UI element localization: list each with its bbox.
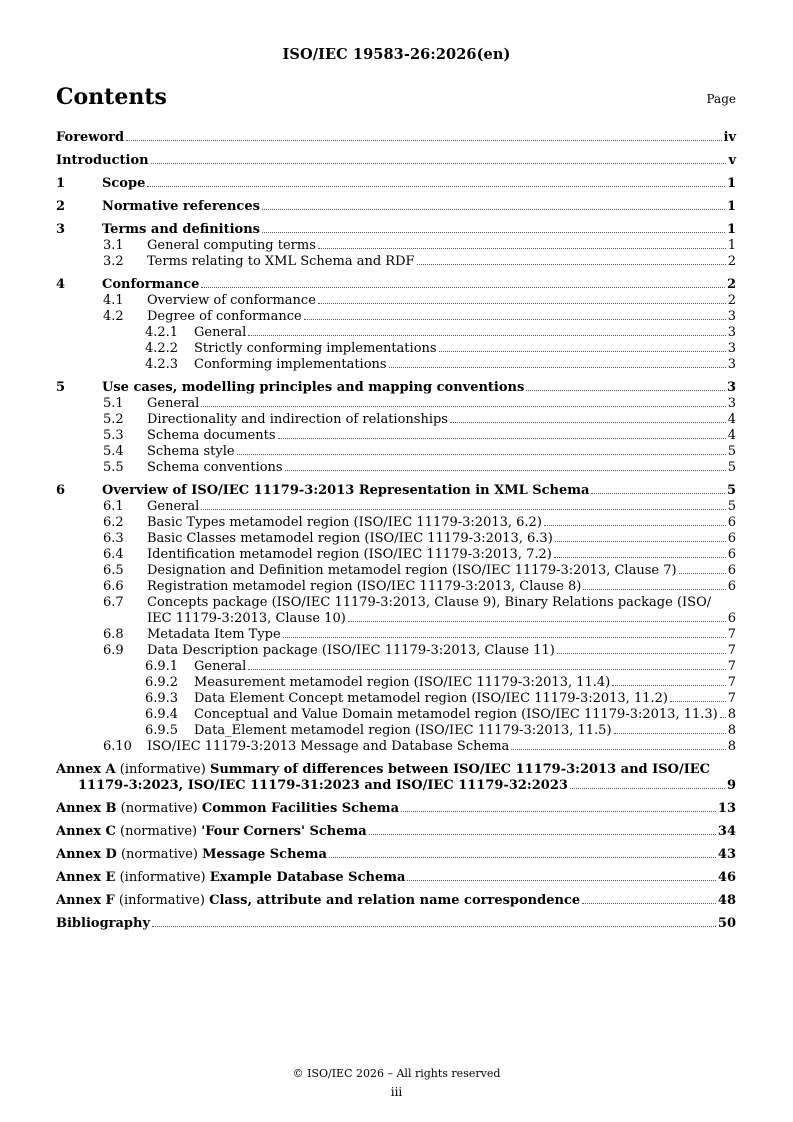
toc-entry-number: 1	[56, 176, 66, 191]
annex-kind: (informative)	[118, 893, 205, 908]
toc-entry-title-continued: IEC 11179-3:2013, Clause 10)	[147, 611, 346, 626]
toc-entry-page: 2	[727, 293, 736, 308]
toc-entry-title: Overview of conformance	[147, 293, 316, 308]
annex-title: Message Schema	[202, 847, 327, 862]
toc-entry-2[interactable]	[56, 199, 736, 215]
toc-entry-page: 6	[727, 563, 736, 578]
toc-entry-number: 6.2	[103, 515, 124, 530]
toc-entry-title: Strictly conforming implementations	[194, 341, 437, 356]
toc-entry-title: General	[147, 499, 200, 514]
toc-entry-number: 6.9	[103, 643, 124, 658]
toc-entry-title: General	[194, 659, 247, 674]
toc-entry-number: 5.4	[103, 444, 124, 459]
table-of-contents	[56, 122, 736, 932]
toc-entry-page: iv	[723, 130, 736, 145]
toc-entry-page: 4	[727, 412, 736, 427]
toc-entry-3-2[interactable]	[56, 254, 736, 270]
toc-entry-1[interactable]	[56, 176, 736, 192]
toc-entry-number: 6.5	[103, 563, 124, 578]
toc-entry-number: 6.9.5	[145, 723, 179, 738]
toc-entry-number: 5.1	[103, 396, 124, 411]
toc-entry-6-9-5[interactable]	[56, 723, 736, 739]
toc-entry-5[interactable]	[56, 380, 736, 396]
toc-entry-title: Schema style	[147, 444, 235, 459]
toc-entry-number: 3	[56, 222, 66, 237]
annex-label: Annex B	[56, 801, 117, 816]
toc-entry-page: 1	[726, 176, 736, 191]
toc-entry-number: 5.3	[103, 428, 124, 443]
toc-entry-6-9-4[interactable]	[56, 707, 736, 723]
toc-entry-bibliography[interactable]	[56, 916, 736, 932]
toc-entry-page: 3	[727, 309, 736, 324]
toc-entry-page: 1	[726, 222, 736, 237]
annex-title-continued: 11179-3:2023, ISO/IEC 11179-31:2023 and ISO/IEC 11179-32:2023	[78, 778, 568, 793]
toc-entry-annex-d[interactable]	[56, 847, 736, 863]
toc-entry-number: 6.9.2	[145, 675, 179, 690]
toc-entry-title: ISO/IEC 11179-3:2013 Message and Database Schema	[147, 739, 510, 754]
annex-title: Example Database Schema	[209, 870, 406, 885]
toc-entry-title: General	[194, 325, 247, 340]
toc-entry-title: Metadata Item Type	[147, 627, 281, 642]
toc-entry-page: 46	[717, 870, 736, 885]
toc-entry-page: 8	[727, 723, 736, 738]
toc-entry-number: 4.2.3	[145, 357, 179, 372]
toc-entry-number: 6.8	[103, 627, 124, 642]
toc-entry-5-4[interactable]	[56, 444, 736, 460]
annex-kind: (normative)	[120, 824, 198, 839]
toc-entry-4-2-1[interactable]	[56, 325, 736, 341]
toc-entry-page: 3	[727, 325, 736, 340]
toc-entry-title: Measurement metamodel region (ISO/IEC 11179-3:2013, 11.4)	[194, 675, 611, 690]
toc-entry-page: 6	[727, 579, 736, 594]
annex-title: Class, attribute and relation name correspondence	[209, 893, 581, 908]
toc-entry-number: 6.9.3	[145, 691, 179, 706]
toc-entry-6-4[interactable]	[56, 547, 736, 563]
annex-label: Annex C	[56, 824, 116, 839]
toc-entry-4-2-3[interactable]	[56, 357, 736, 373]
toc-entry-6-10[interactable]	[56, 739, 736, 755]
toc-entry-title: Overview of ISO/IEC 11179-3:2013 Representation in XML Schema	[102, 483, 590, 498]
toc-entry-6-8[interactable]	[56, 627, 736, 643]
toc-entry-title: Conforming implementations	[194, 357, 387, 372]
toc-entry-6-2[interactable]	[56, 515, 736, 531]
toc-entry-6-1[interactable]	[56, 499, 736, 515]
toc-entry-title: Bibliography	[56, 916, 151, 931]
toc-entry-introduction[interactable]	[56, 153, 736, 169]
toc-entry-page: 7	[727, 659, 736, 674]
copyright-notice: © ISO/IEC 2026 – All rights reserved	[292, 1067, 501, 1080]
toc-entry-title: Schema documents	[147, 428, 276, 443]
toc-entry-6-9-1[interactable]	[56, 659, 736, 675]
toc-entry-page: 34	[717, 824, 736, 839]
toc-entry-page: v	[728, 153, 736, 168]
toc-entry-title: Use cases, modelling principles and mapping conventions	[102, 380, 525, 395]
page-number: iii	[390, 1085, 403, 1099]
toc-entry-number: 6.9.1	[145, 659, 179, 674]
toc-entry-number: 6	[56, 483, 66, 498]
toc-entry-page: 7	[727, 675, 736, 690]
toc-entry-page: 6	[727, 515, 736, 530]
annex-kind: (normative)	[120, 847, 199, 862]
toc-entry-title: Conceptual and Value Domain metamodel region (ISO/IEC 11179-3:2013, 11.3)	[194, 707, 718, 722]
document-header: ISO/IEC 19583-26:2026(en)	[282, 46, 511, 63]
toc-entry-number: 4	[56, 277, 66, 292]
toc-entry-page: 6	[727, 611, 736, 626]
toc-entry-number: 5.5	[103, 460, 124, 475]
toc-entry-5-3[interactable]	[56, 428, 736, 444]
toc-entry-title: Identification metamodel region (ISO/IEC 11179-3:2013, 7.2)	[147, 547, 552, 562]
toc-entry-title: Terms and definitions	[102, 222, 260, 237]
toc-entry-6-3[interactable]	[56, 531, 736, 547]
annex-label: Annex F	[56, 893, 115, 908]
annex-title: 'Four Corners' Schema	[201, 824, 367, 839]
toc-entry-annex-f[interactable]	[56, 893, 736, 909]
toc-entry-page: 3	[727, 357, 736, 372]
toc-entry-page: 5	[726, 483, 736, 498]
toc-entry-5-2[interactable]	[56, 412, 736, 428]
toc-entry-number: 6.10	[103, 739, 132, 754]
toc-entry-page: 2	[727, 254, 736, 269]
toc-entry-6-6[interactable]	[56, 579, 736, 595]
toc-entry-title: Data Description package (ISO/IEC 11179-3:2013, Clause 11)	[147, 643, 555, 658]
toc-entry-title: Schema conventions	[147, 460, 283, 475]
toc-entry-title: General computing terms	[147, 238, 316, 253]
toc-entry-page: 6	[727, 531, 736, 546]
toc-entry-title: Registration metamodel region (ISO/IEC 11179-3:2013, Clause 8)	[147, 579, 582, 594]
toc-entry-4-2[interactable]	[56, 309, 736, 325]
toc-entry-5-5[interactable]	[56, 460, 736, 476]
toc-entry-page: 3	[726, 380, 736, 395]
toc-entry-page: 48	[717, 893, 736, 908]
toc-entry-6-9[interactable]	[56, 643, 736, 659]
toc-entry-number: 5.2	[103, 412, 124, 427]
toc-entry-title: Normative references	[102, 199, 260, 214]
toc-entry-page: 2	[726, 277, 736, 292]
toc-entry-number: 6.9.4	[145, 707, 179, 722]
toc-entry-number: 6.7	[103, 595, 124, 610]
toc-entry-annex-a[interactable]	[56, 762, 736, 794]
toc-entry-5-1[interactable]	[56, 396, 736, 412]
toc-entry-6-9-3[interactable]	[56, 691, 736, 707]
toc-entry-page: 8	[727, 739, 736, 754]
toc-entry-page: 8	[727, 707, 737, 722]
toc-entry-page: 7	[727, 627, 736, 642]
toc-entry-3-1[interactable]	[56, 238, 736, 254]
toc-entry-page: 1	[727, 238, 736, 253]
toc-entry-annex-e[interactable]	[56, 870, 736, 886]
annex-kind: (informative)	[119, 762, 206, 777]
toc-entry-page: 50	[717, 916, 736, 931]
toc-entry-6-9-2[interactable]	[56, 675, 736, 691]
toc-entry-title: Foreword	[56, 130, 125, 145]
toc-entry-4[interactable]	[56, 277, 736, 293]
toc-entry-title: General	[147, 396, 200, 411]
toc-entry-page: 13	[717, 801, 736, 816]
toc-entry-title: Data Element Concept metamodel region (ISO/IEC 11179-3:2013, 11.2)	[194, 691, 668, 706]
toc-entry-page: 5	[727, 460, 736, 475]
toc-entry-title: Data_Element metamodel region (ISO/IEC 11179-3:2013, 11.5)	[194, 723, 612, 738]
page-title: Contents	[56, 84, 167, 110]
toc-entry-number: 3.1	[103, 238, 124, 253]
toc-entry-annex-c[interactable]	[56, 824, 736, 840]
toc-entry-foreword[interactable]	[56, 130, 736, 146]
toc-entry-page: 7	[727, 643, 736, 658]
toc-entry-title: Conformance	[102, 277, 200, 292]
toc-entry-number: 4.1	[103, 293, 124, 308]
toc-entry-title: Terms relating to XML Schema and RDF	[147, 254, 415, 269]
toc-entry-title: Designation and Definition metamodel region (ISO/IEC 11179-3:2013, Clause 7)	[147, 563, 677, 578]
toc-entry-title: Scope	[102, 176, 146, 191]
toc-entry-title: Basic Classes metamodel region (ISO/IEC 11179-3:2013, 6.3)	[147, 531, 553, 546]
toc-entry-page: 9	[726, 778, 736, 793]
toc-entry-6-7[interactable]	[56, 595, 736, 627]
toc-entry-number: 4.2.1	[145, 325, 179, 340]
toc-entry-page: 5	[727, 444, 736, 459]
toc-entry-6-5[interactable]	[56, 563, 736, 579]
toc-entry-number: 3.2	[103, 254, 124, 269]
toc-entry-number: 6.3	[103, 531, 124, 546]
toc-entry-page: 5	[727, 499, 736, 514]
toc-entry-4-2-2[interactable]	[56, 341, 736, 357]
annex-title: Summary of differences between ISO/IEC 11179-3:2013 and ISO/IEC	[209, 762, 711, 777]
toc-entry-6[interactable]	[56, 483, 736, 499]
annex-label: Annex A	[56, 762, 116, 777]
annex-kind: (normative)	[120, 801, 198, 816]
toc-entry-number: 4.2.2	[145, 341, 179, 356]
annex-title: Common Facilities Schema	[201, 801, 399, 816]
toc-entry-number: 4.2	[103, 309, 124, 324]
toc-entry-page: 6	[727, 547, 736, 562]
toc-entry-number: 6.6	[103, 579, 124, 594]
toc-entry-page: 4	[727, 428, 736, 443]
toc-entry-title: Degree of conformance	[147, 309, 302, 324]
toc-entry-page: 3	[727, 341, 736, 356]
toc-entry-page: 3	[727, 396, 736, 411]
toc-entry-title: Directionality and indirection of relationships	[147, 412, 448, 427]
toc-entry-number: 6.4	[103, 547, 124, 562]
annex-label: Annex E	[56, 870, 116, 885]
toc-entry-annex-b[interactable]	[56, 801, 736, 817]
toc-entry-page: 43	[717, 847, 736, 862]
toc-entry-page: 1	[726, 199, 736, 214]
toc-entry-title: Basic Types metamodel region (ISO/IEC 11179-3:2013, 6.2)	[147, 515, 542, 530]
toc-entry-title: Introduction	[56, 153, 149, 168]
annex-label: Annex D	[56, 847, 117, 862]
toc-entry-number: 5	[56, 380, 66, 395]
page-column-label: Page	[706, 92, 736, 106]
toc-entry-number: 6.1	[103, 499, 124, 514]
annex-kind: (informative)	[119, 870, 206, 885]
toc-entry-number: 2	[56, 199, 66, 214]
toc-entry-title: Concepts package (ISO/IEC 11179-3:2013, Clause 9), Binary Relations package (ISO/	[147, 595, 712, 610]
toc-entry-4-1[interactable]	[56, 293, 736, 309]
toc-entry-3[interactable]	[56, 222, 736, 238]
toc-entry-page: 7	[727, 691, 736, 706]
